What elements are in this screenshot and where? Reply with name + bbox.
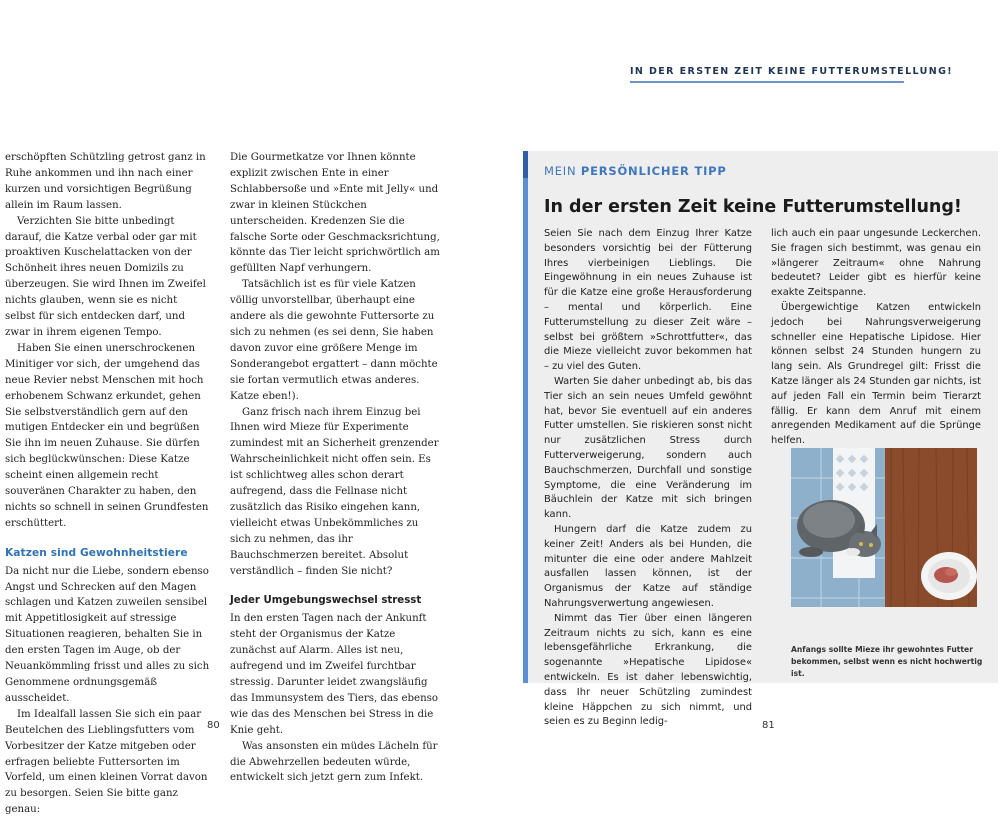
left-column-2 (230, 150, 440, 786)
tip-label-bold: PERSÖNLICHER TIPP (580, 164, 727, 178)
cat-photo-illustration (791, 448, 977, 607)
tip-title: In der ersten Zeit keine Futterumstellung! (544, 197, 962, 217)
paragraph: Seien Sie nach dem Einzug Ihrer Katze besonders vorsichtig bei der Fütterung Ihres vierbeinigen Lieblings. Die Eingewöhnung in ein neues Zuhause ist für die Katze eine große Herausforderung – mental und körperlich. Eine Futterumstellung zu dieser Zeit wäre – selbst bei größtem »Schrottfutter«, das die Mieze vielleicht zuvor bekommen hat – zu viel des Guten. (544, 228, 752, 373)
paragraph: Ganz frisch nach ihrem Einzug bei Ihnen wird Mieze für Experimente zumindest mit an Sicherheit grenzender Wahrscheinlichkeit nicht offen sein. Es ist schlichtweg alles schon derart aufregend, dass die Fellnase nicht zusätzlich das Risiko eingehen kann, vielleicht etwas Unbekömmliches zu sich zu nehmen, das ihr Bauchschmerzen bereitet. Absolut verständlich – finden Sie nicht? (230, 406, 439, 577)
right-page (500, 0, 1000, 800)
left-page (0, 0, 500, 816)
left-column-1 (5, 150, 210, 818)
paragraph: Da nicht nur die Liebe, sondern ebenso Angst und Schrecken auf den Magen schlagen und Katzen zuweilen sensibel mit Appetitlosigkeit auf stressige Situationen reagieren, behalten Sie in den ersten Tagen im Auge, ob der Neuankömmling frisst und alles zu sich Genommene ordnungsgemäß ausscheidet. (5, 565, 210, 704)
tip-label (544, 164, 727, 178)
paragraph: In den ersten Tagen nach der Ankunft steht der Organismus der Katze zunächst auf Alarm. Alles ist neu, aufregend und im Zweifel furchtbar stressig. Darunter leidet zwangsläufig das Immunsystem des Tiers, das ebenso wie das des Menschen bei Stress in die Knie geht. (230, 613, 438, 736)
paragraph: Im Idealfall lassen Sie sich ein paar Beutelchen des Lieblingsfutters vom Vorbesitzer der Katze mitgeben oder erfragen beliebte Futtersorten im Vorfeld, um einen kleinen Vorrat davon zu besorgen. Seien Sie bitte ganz genau: (5, 708, 208, 816)
paragraph: Hungern darf die Katze zudem zu keiner Zeit! Anders als bei Hunden, die mitunter die eine oder andere Mahlzeit ausfallen lassen können, ist der Organismus der Katze auf ständige Nahrungsverwertung angewiesen. (544, 523, 752, 609)
subheading-gewohnheitstiere: Katzen sind Gewohnheitstiere (5, 546, 188, 559)
tip-column-2 (771, 227, 981, 449)
cat-food-photo (791, 448, 977, 607)
paragraph: Die Gourmetkatze vor Ihnen könnte explizit zwischen Ente in einer Schlabbersoße und »Ente mit Jelly« und zwar in kleinen Stückchen unterscheiden. Kredenzen Sie die falsche Sorte oder Geschmacksrichtung, könnte das Tier leicht sprichwörtlich am gefüllten Napf verhungern. (230, 152, 440, 275)
paragraph: Verzichten Sie bitte unbedingt darauf, die Katze verbal oder gar mit proaktiven Kuschelattacken von der Schönheit ihres neuen Domizils zu überzeugen. Sie wird Ihnen im Zweifel nichts glauben, wenn sie es nicht selbst für sich entdecken darf, und zwar in ihrem eigenen Tempo. (5, 215, 206, 338)
running-head: IN DER ERSTEN ZEIT KEINE FUTTERUMSTELLUNG! (630, 66, 954, 77)
tip-accent-bar-top (523, 151, 528, 178)
paragraph: Warten Sie daher unbedingt ab, bis das Tier sich an sein neues Umfeld gewöhnt hat, bevor Sie eventuell auf ein anderes Futter umstellen. Sie riskieren sonst nicht nur zusätzlichen Stress durch Futterverweigerung, sondern auch Bauchschmerzen, Durchfall und sonstige Symptome, die eine Veränderung im Bäuchlein der Katze mit sich bringen kann. (544, 375, 752, 521)
page-number-left: 80 (207, 720, 220, 731)
photo-caption: Anfangs sollte Mieze ihr gewohntes Futter bekommen, selbst wenn es nicht hochwertig ist. (791, 645, 983, 678)
paragraph: erschöpften Schützling getrost ganz in Ruhe ankommen und ihn nach einer kurzen und vorsichtigen Begrüßung allein im Raum lassen. (5, 152, 206, 211)
tip-label-prefix: MEIN (544, 164, 581, 178)
paragraph: Nimmt das Tier über einen längeren Zeitraum nichts zu sich, kann es eine lebensgefährliche Erkrankung, die sogenannte »Hepatische Lipidose« entwickeln. Es ist daher lebenswichtig, dass Ihr neuer Schützling zumindest kleine Häppchen zu sich nimmt, und seien es zu Beginn ledig- (544, 612, 752, 728)
paragraph: Was ansonsten ein müdes Lächeln für die Abwehrzellen bedeuten würde, entwickelt sich jetzt gern zum Infekt. (230, 740, 438, 784)
paragraph: Tatsächlich ist es für viele Katzen völlig unvorstellbar, überhaupt eine andere als die gewohnte Futtersorte zu sich zu nehmen (es sei denn, Sie haben davon zuvor eine größere Menge im Sonderangebot ergattert – dann möchte sie fortan vermutlich etwas anderes. Katze eben!). (230, 279, 438, 402)
running-head-rule (630, 81, 904, 83)
paragraph: Übergewichtige Katzen entwickeln jedoch bei Nahrungsverweigerung schneller eine Hepatische Lipidose. Hier können selbst 24 Stunden hungern zu lang sein. Als Grundregel gilt: Frisst die Katze länger als 24 Stunden gar nichts, ist auf jeden Fall ein Termin beim Tierarzt fällig. Er kann dem Anruf mit einem anregenden Medikament auf die Sprünge helfen. (771, 301, 981, 447)
tip-accent-bar (523, 151, 528, 683)
paragraph: lich auch ein paar ungesunde Leckerchen. Sie fragen sich bestimmt, was genau ein »längerer Zeitraum« ohne Nahrung bedeutet? Leider gibt es hierfür keine exakte Zeitspanne. (771, 228, 981, 299)
subheading-umgebungswechsel: Jeder Umgebungswechsel stresst (230, 595, 422, 607)
tip-column-1 (544, 227, 752, 730)
page-number-right: 81 (762, 720, 775, 731)
paragraph: Haben Sie einen unerschrockenen Minitiger vor sich, der umgehend das neue Revier nebst Menschen mit hoch erhobenem Schwanz erkundet, gehen Sie selbstverständlich gern auf den mutigen Entdecker ein und begrüßen Sie ihn im neuen Zuhause. Sie dürfen sich beglückwünschen: Diese Katze scheint einen allgemein recht souveränen Charakter zu haben, den nichts so schnell in seinen Grundfesten erschüttert. (5, 342, 209, 529)
